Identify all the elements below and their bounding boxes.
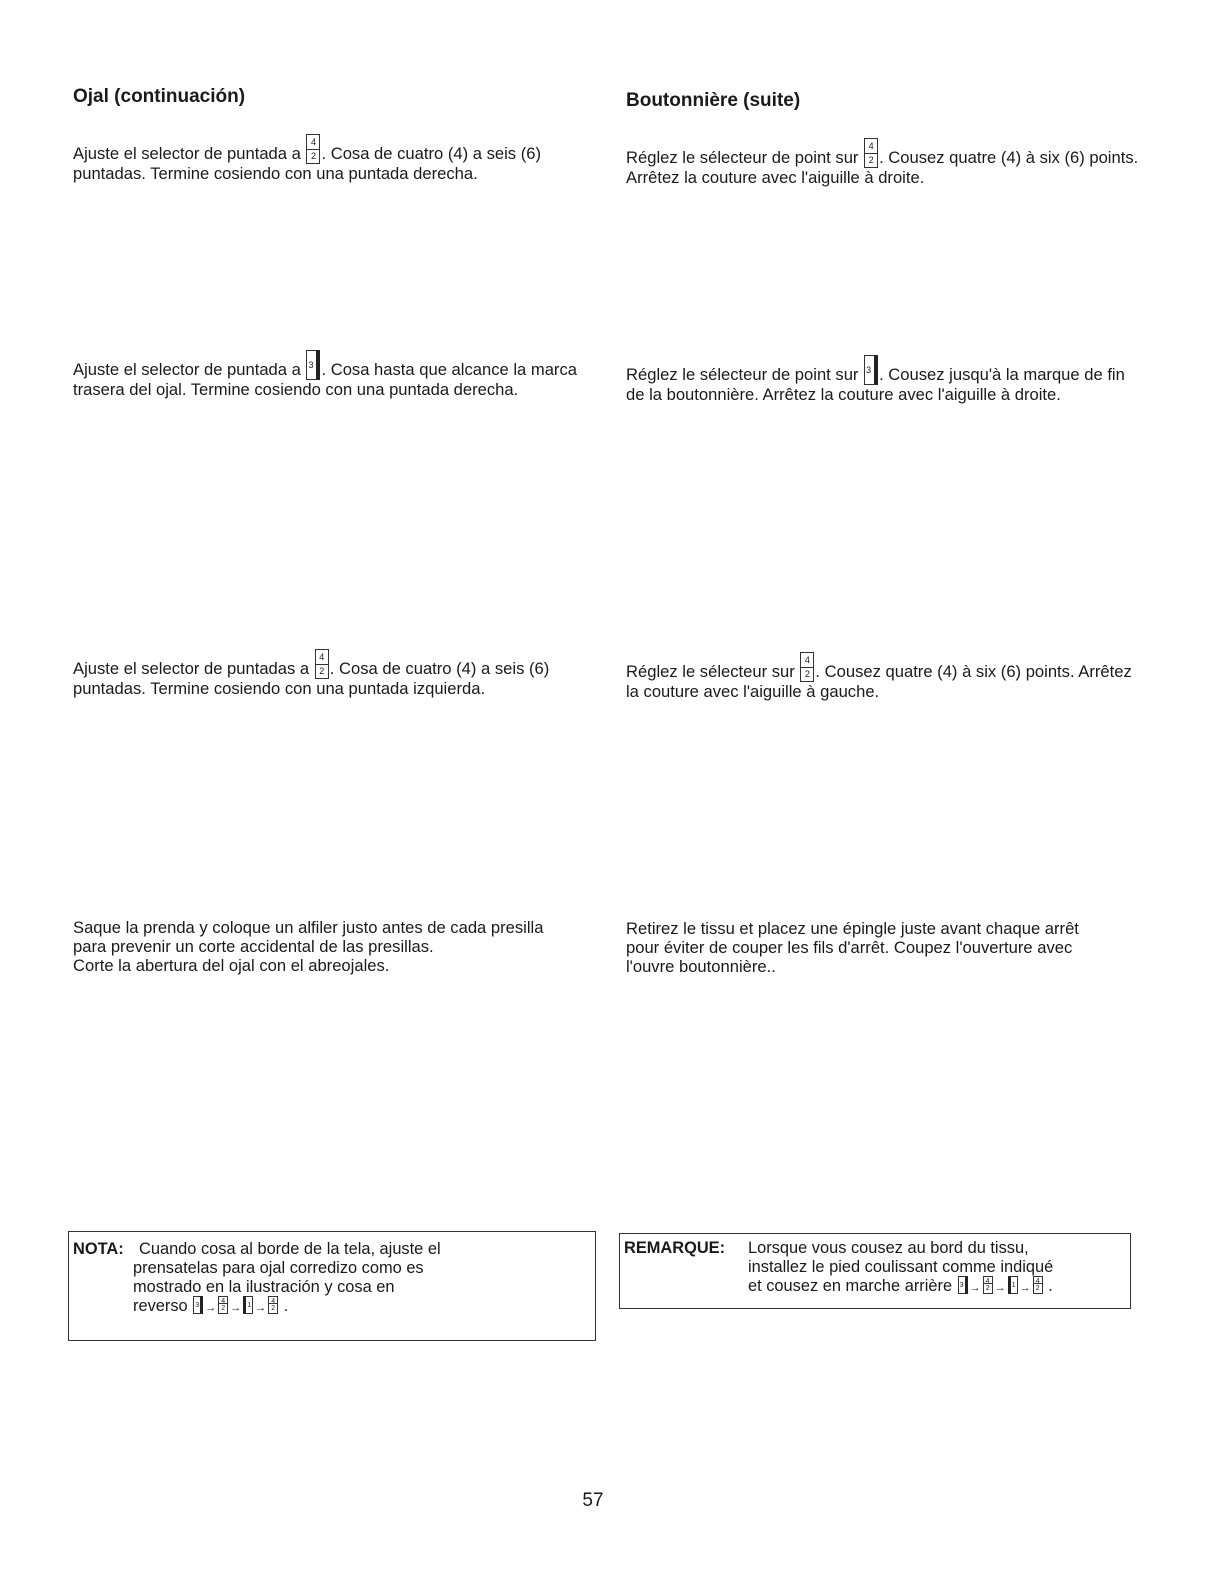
- arrow-right-icon: →: [994, 1282, 1006, 1294]
- french-heading: Boutonnière (suite): [626, 90, 801, 111]
- arrow-right-icon: →: [255, 1302, 267, 1314]
- arrow-right-icon: →: [1019, 1282, 1031, 1294]
- spanish-heading: Ojal (continuación): [73, 86, 246, 107]
- arrow-right-icon: →: [230, 1302, 242, 1314]
- page-number: 57: [582, 1490, 604, 1511]
- stitch-selector-3-icon: 3: [958, 1276, 968, 1294]
- stitch-selector-4-2-icon: $\frac{4}{2}$: [864, 138, 878, 168]
- stitch-selector-3-icon: 3: [193, 1296, 203, 1314]
- stitch-selector-3-icon: 3: [306, 350, 320, 380]
- french-note-text: Lorsque vous cousez au bord du tissu, installez le pied coulissant comme indiqué et cousez en marche arrière 3 → 4 2 → 1 → 4 2 .: [748, 1239, 1054, 1295]
- spanish-step-4: Saque la prenda y coloque un alfiler justo antes de cada presilla para prevenir un corte accidental de las presillas. Corte la abertura del ojal con el abreojales.: [73, 918, 544, 975]
- french-step-3: Réglez le sélecteur sur $\frac{4}{2}$ . Cousez quatre (4) à six (6) points. Arrêtez la couture avec l'aiguille à gauche.: [626, 662, 1146, 701]
- stitch-selector-4-2-icon: 4 2: [218, 1296, 228, 1314]
- selector-sequence: [957, 1277, 1049, 1295]
- french-step-1: Réglez le sélecteur de point sur $\frac{4}{2}$ . Cousez quatre (4) à six (6) points. Arrêtez la couture avec l'aiguille à droite.: [626, 148, 1146, 187]
- selector-sequence: [192, 1297, 284, 1315]
- arrow-right-icon: →: [205, 1302, 217, 1314]
- spanish-note-box: NOTA: Cuando cosa al borde de la tela, ajuste el prensatelas para ojal corredizo como es mostrado en la ilustración y cosa en reverso 3 → 4 2 → 1 → 4 2 .: [68, 1231, 596, 1341]
- stitch-selector-4-2-icon: 4 2: [983, 1276, 993, 1294]
- french-step-4: Retirez le tissu et placez une épingle juste avant chaque arrêt pour éviter de couper les fils d'arrêt. Coupez l'ouverture avec l'ouvre boutonnière..: [626, 919, 1079, 976]
- spanish-step-1: Ajuste el selector de puntada a $\frac{4}{2}$ . Cosa de cuatro (4) a seis (6) puntadas. Termine cosiendo con una puntada derecha.: [73, 144, 593, 183]
- stitch-selector-4-2-icon: $\frac{4}{2}$: [800, 652, 814, 682]
- arrow-right-icon: →: [969, 1282, 981, 1294]
- stitch-selector-1-icon: 1: [1008, 1276, 1018, 1294]
- stitch-selector-4-2-icon: $\frac{4}{2}$: [306, 134, 320, 164]
- french-note-box: [619, 1233, 1131, 1309]
- french-note-label: REMARQUE:: [624, 1239, 726, 1257]
- french-step-2: Réglez le sélecteur de point sur 3 . Cousez jusqu'à la marque de fin de la boutonnière. Arrêtez la couture avec l'aiguille à droite.: [626, 365, 1146, 404]
- stitch-selector-3-icon: 3: [864, 355, 878, 385]
- spanish-note-label: NOTA:: [73, 1240, 124, 1258]
- spanish-step-2: Ajuste el selector de puntada a 3 . Cosa hasta que alcance la marca trasera del ojal. Termine cosiendo con una puntada derecha.: [73, 360, 593, 399]
- spanish-step-3: Ajuste el selector de puntadas a $\frac{4}{2}$ . Cosa de cuatro (4) a seis (6) puntadas. Termine cosiendo con una puntada izquierda.: [73, 659, 593, 698]
- spanish-note-text: prensatelas para ojal corredizo como es mostrado en la ilustración y cosa en reverso 3 → 4 2 → 1 → 4 2 .: [133, 1259, 424, 1315]
- stitch-selector-4-2-icon: 4 2: [1033, 1276, 1043, 1294]
- stitch-selector-4-2-icon: $\frac{4}{2}$: [315, 649, 329, 679]
- stitch-selector-4-2-icon: 4 2: [268, 1296, 278, 1314]
- stitch-selector-1-icon: 1: [243, 1296, 253, 1314]
